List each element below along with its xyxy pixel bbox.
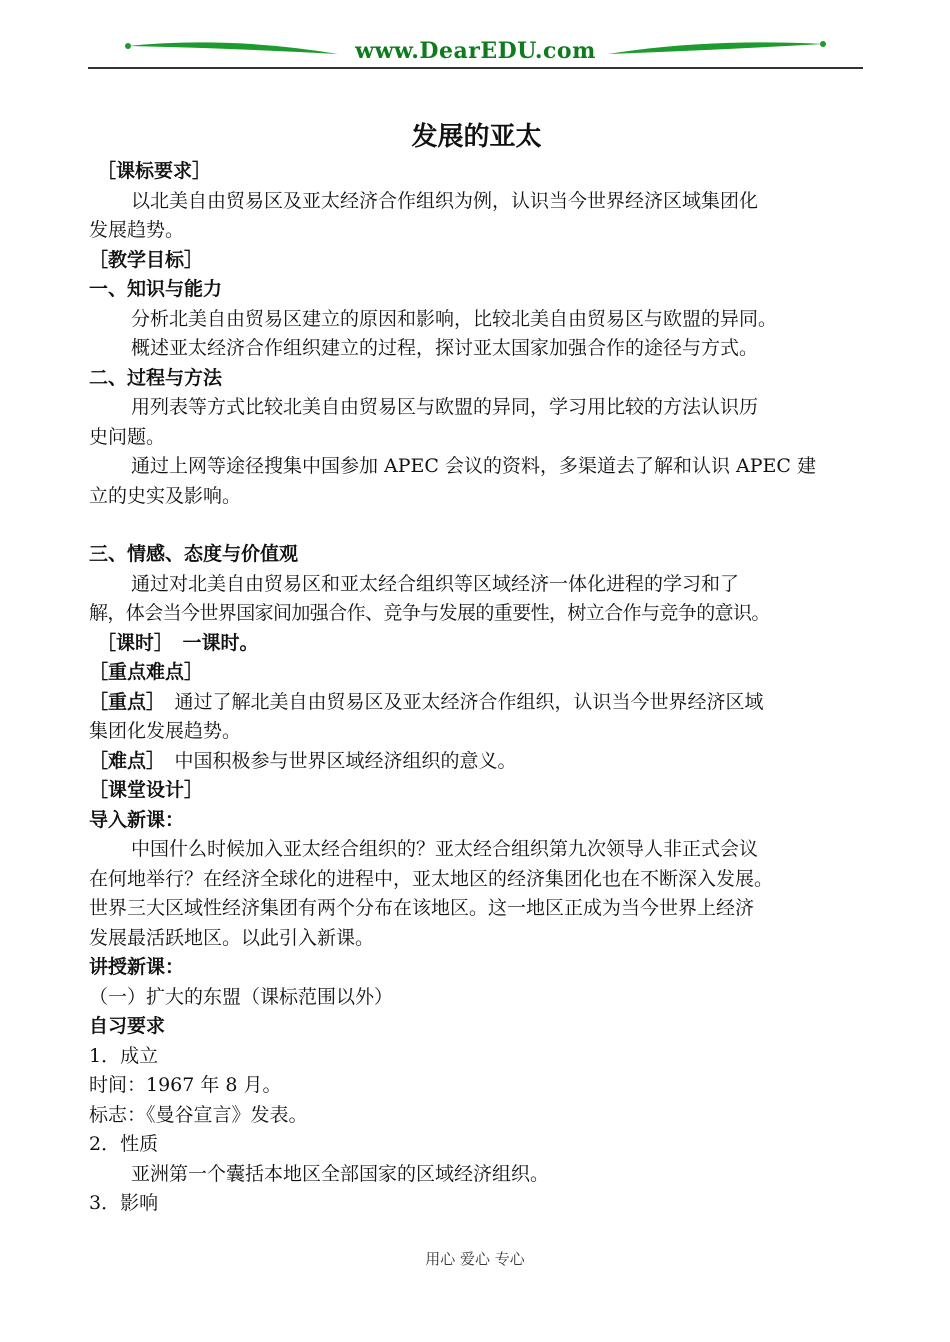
paragraph-line: 发展最活跃地区。以此引入新课。	[89, 926, 375, 949]
section-heading-standards: ［课标要求］	[97, 160, 212, 182]
key-point-label: ［重点］	[89, 690, 156, 713]
paragraph-line: （一）扩大的东盟（课标范围以外）	[89, 985, 394, 1008]
key-point-text: 通过了解北美自由贸易区及亚太经济合作组织，认识当今世界经济区域	[155, 690, 764, 713]
paragraph-line: 概述亚太经济合作组织建立的过程，探讨亚太国家加强合作的途径与方式。	[131, 337, 759, 359]
list-item: 1．成立	[89, 1044, 159, 1067]
subheading-teach: 讲授新课：	[89, 956, 185, 978]
paragraph-line: 解，体会当今世界国家间加强合作、竞争与发展的重要性，树立合作与竞争的意识。	[89, 602, 770, 624]
subheading-self-study: 自习要求	[89, 1015, 166, 1037]
subheading-values: 三、情感、态度与价值观	[89, 543, 299, 565]
section-heading-design: ［课堂设计］	[89, 779, 204, 801]
subheading-process: 二、过程与方法	[89, 366, 223, 389]
list-item: 3．影响	[89, 1192, 159, 1214]
list-item-detail: 标志：《曼谷宣言》发表。	[89, 1103, 308, 1126]
difficulty-line	[89, 747, 864, 777]
list-item-detail: 亚洲第一个囊括本地区全部国家的区域经济组织。	[131, 1162, 550, 1185]
paragraph-line: 世界三大区域性经济集团有两个分布在该地区。这一地区正成为当今世界上经济	[89, 897, 755, 919]
paragraph-line: 分析北美自由贸易区建立的原因和影响，比较北美自由贸易区与欧盟的异同。	[131, 307, 778, 330]
header-divider	[88, 67, 863, 69]
paragraph-line: 立的史实及影响。	[89, 484, 242, 507]
spacer	[89, 511, 864, 540]
site-header-banner	[88, 34, 863, 68]
paragraph-line: 发展趋势。	[89, 219, 185, 241]
page-footer: 用心 爱心 专心	[425, 1250, 525, 1268]
section-heading-objectives: ［教学目标］	[89, 248, 204, 271]
subheading-intro: 导入新课：	[89, 808, 185, 831]
difficulty-text: 中国积极参与世界区域经济组织的意义。	[155, 749, 517, 772]
paragraph-line: 集团化发展趋势。	[89, 720, 242, 742]
site-logo-text: www.DearEDU.com	[355, 38, 596, 64]
paragraph-line: 在何地举行？在经济全球化的进程中，亚太地区的经济集团化也在不断深入发展。	[89, 867, 774, 890]
key-point-line	[89, 688, 864, 718]
subheading-knowledge: 一、知识与能力	[89, 278, 223, 300]
paragraph-line: 用列表等方式比较北美自由贸易区与欧盟的异同，学习用比较的方法认识历	[131, 396, 759, 418]
document-title: 发展的亚太	[411, 122, 542, 152]
document-body	[89, 117, 864, 1219]
list-item: 2．性质	[89, 1133, 159, 1155]
paragraph-line: 通过上网等途径搜集中国参加 APEC 会议的资料，多渠道去了解和认识 APEC 建	[131, 455, 816, 477]
section-heading-key-points: ［重点难点］	[89, 661, 204, 683]
paragraph-line: 中国什么时候加入亚太经合组织的？亚太经合组织第九次领导人非正式会议	[131, 838, 759, 860]
list-item-detail: 时间：1967 年 8 月。	[89, 1074, 282, 1096]
difficulty-label: ［难点］	[89, 749, 156, 772]
section-heading-class-hours: ［课时］ 一课时。	[97, 631, 259, 654]
paragraph-line: 史问题。	[89, 425, 166, 448]
paragraph-line: 以北美自由贸易区及亚太经济合作组织为例，认识当今世界经济区域集团化	[131, 189, 759, 212]
paragraph-line: 通过对北美自由贸易区和亚太经合组织等区域经济一体化进程的学习和了	[131, 572, 740, 595]
